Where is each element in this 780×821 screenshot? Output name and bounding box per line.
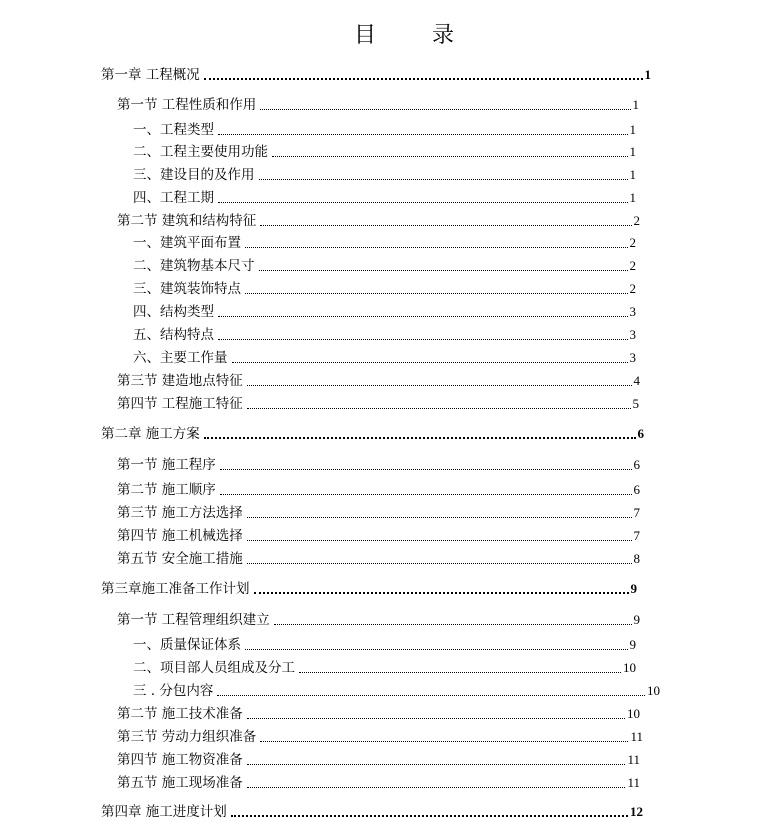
toc-subsection-entry: [133, 659, 636, 677]
leader-dots: [217, 695, 645, 696]
toc-section-entry: [117, 456, 640, 474]
toc-section-entry: [117, 774, 640, 792]
toc-subsection-entry: [133, 349, 636, 367]
toc-entry-page: 4: [633, 373, 640, 388]
toc-entry-page: 1: [629, 167, 636, 182]
toc-section-entry: [117, 611, 640, 629]
leader-dots: [260, 741, 628, 742]
toc-entry-label: 第四节 施工机械选择: [117, 528, 243, 544]
toc-entry-page: 6: [633, 457, 640, 472]
leader-dots: [247, 563, 632, 564]
leader-dots: [260, 109, 630, 110]
toc-entry-label: 二、项目部人员组成及分工: [133, 660, 295, 676]
leader-dots: [247, 408, 631, 409]
toc-entry-page: 10: [647, 683, 660, 698]
toc-entry-page: 11: [627, 775, 640, 790]
toc-section-entry: [117, 550, 640, 568]
leader-dots: [245, 293, 628, 294]
toc-chapter-entry: [101, 66, 651, 84]
toc-entry-page: 11: [627, 752, 640, 767]
leader-dots: [247, 540, 632, 541]
toc-entry-label: 第五节 安全施工措施: [117, 551, 243, 567]
toc-title-char-1: 目: [354, 23, 379, 48]
leader-dots: [247, 787, 626, 788]
toc-entry-label: 第一节 施工程序: [117, 457, 216, 473]
toc-entry-page: 1: [629, 122, 636, 137]
toc-entry-page: 7: [633, 528, 640, 543]
toc-entry-page: 6: [637, 426, 644, 441]
toc-subsection-entry: [133, 189, 636, 207]
toc-entry-page: 2: [629, 258, 636, 273]
toc-entry-label: 第三节 建造地点特征: [117, 373, 243, 389]
toc-section-entry: [117, 751, 640, 769]
toc-section-entry: [117, 395, 639, 413]
toc-subsection-entry: [133, 121, 636, 139]
toc-section-entry: [117, 527, 640, 545]
toc-entry-page: 6: [633, 482, 640, 497]
leader-dots: [218, 202, 628, 203]
toc-entry-label: 二、建筑物基本尺寸: [133, 258, 255, 274]
toc-entry-page: 3: [629, 350, 636, 365]
toc-entry-page: 1: [629, 190, 636, 205]
toc-entry-label: 第一章 工程概况: [101, 67, 200, 83]
toc-title-char-2: 录: [432, 23, 457, 48]
toc-entry-page: 5: [632, 396, 639, 411]
leader-dots: [218, 339, 628, 340]
toc-entry-label: 四、工程工期: [133, 190, 214, 206]
toc-entry-page: 10: [623, 660, 636, 675]
leader-dots: [247, 764, 626, 765]
leader-dots: [220, 469, 632, 470]
leader-dots: [204, 78, 643, 80]
leader-dots: [274, 624, 632, 625]
toc-chapter-entry: [101, 425, 644, 443]
leader-dots: [247, 385, 632, 386]
toc-entry-label: 第五节 施工现场准备: [117, 775, 243, 791]
toc-subsection-entry: [133, 166, 636, 184]
leader-dots: [259, 179, 628, 180]
leader-dots: [260, 225, 631, 226]
toc-section-entry: [117, 212, 640, 230]
toc-entry-page: 1: [629, 144, 636, 159]
toc-entry-label: 第二节 施工技术准备: [117, 706, 243, 722]
toc-entry-label: 五、结构特点: [133, 327, 214, 343]
leader-dots: [272, 156, 628, 157]
toc-section-entry: [117, 481, 640, 499]
toc-entry-label: 第四节 施工物资准备: [117, 752, 243, 768]
toc-chapter-entry: [101, 580, 637, 598]
toc-entry-label: 三 . 分包内容: [133, 683, 214, 699]
toc-entry-page: 9: [630, 581, 637, 596]
toc-entry-label: 第三节 劳动力组织准备: [117, 729, 257, 745]
toc-entry-label: 三、建筑装饰特点: [133, 281, 241, 297]
toc-entry-page: 2: [633, 213, 640, 228]
toc-entry-page: 9: [633, 612, 640, 627]
leader-dots: [220, 494, 632, 495]
leader-dots: [254, 592, 629, 594]
toc-subsection-entry: [133, 143, 636, 161]
toc-entry-page: 12: [630, 804, 643, 819]
toc-section-entry: [117, 96, 639, 114]
leader-dots: [299, 672, 621, 673]
toc-chapter-entry: [101, 803, 643, 821]
toc-section-entry: [117, 372, 640, 390]
toc-entry-page: 8: [633, 551, 640, 566]
leader-dots: [231, 815, 628, 817]
toc-entry-page: 1: [644, 67, 651, 82]
toc-entry-label: 六、主要工作量: [133, 350, 228, 366]
leader-dots: [245, 247, 628, 248]
toc-entry-label: 第一节 工程管理组织建立: [117, 612, 270, 628]
toc-section-entry: [117, 728, 643, 746]
toc-entry-label: 第四节 工程施工特征: [117, 396, 243, 412]
toc-subsection-entry: [133, 280, 636, 298]
toc-section-entry: [117, 504, 640, 522]
toc-entry-label: 一、质量保证体系: [133, 637, 241, 653]
toc-subsection-entry: [133, 636, 636, 654]
toc-entry-label: 第三节 施工方法选择: [117, 505, 243, 521]
toc-entry-page: 7: [633, 505, 640, 520]
toc-entry-page: 9: [629, 637, 636, 652]
leader-dots: [232, 362, 628, 363]
toc-subsection-entry: [133, 682, 660, 700]
leader-dots: [204, 437, 636, 439]
toc-entry-page: 2: [629, 235, 636, 250]
leader-dots: [247, 517, 632, 518]
toc-entry-label: 三、建设目的及作用: [133, 167, 255, 183]
toc-subsection-entry: [133, 257, 636, 275]
toc-entry-label: 第四章 施工进度计划: [101, 804, 227, 820]
toc-entry-label: 二、工程主要使用功能: [133, 144, 268, 160]
toc-entry-page: 3: [629, 304, 636, 319]
toc-entry-page: 2: [629, 281, 636, 296]
leader-dots: [245, 649, 628, 650]
toc-entry-label: 四、结构类型: [133, 304, 214, 320]
toc-entry-label: 第二章 施工方案: [101, 426, 200, 442]
toc-entry-page: 10: [627, 706, 640, 721]
toc-entry-page: 11: [630, 729, 643, 744]
leader-dots: [247, 718, 625, 719]
leader-dots: [218, 134, 628, 135]
toc-entry-label: 第一节 工程性质和作用: [117, 97, 257, 113]
toc-entry-page: 3: [629, 327, 636, 342]
toc-entry-label: 第二节 建筑和结构特征: [117, 213, 257, 229]
leader-dots: [259, 270, 628, 271]
toc-entry-label: 一、建筑平面布置: [133, 235, 241, 251]
toc-entry-label: 第二节 施工顺序: [117, 482, 216, 498]
toc-subsection-entry: [133, 326, 636, 344]
toc-entry-label: 一、工程类型: [133, 122, 214, 138]
toc-subsection-entry: [133, 234, 636, 252]
toc-subsection-entry: [133, 303, 636, 321]
toc-section-entry: [117, 705, 640, 723]
leader-dots: [218, 316, 628, 317]
toc-entry-page: 1: [632, 97, 639, 112]
toc-entry-label: 第三章施工准备工作计划: [101, 581, 250, 597]
